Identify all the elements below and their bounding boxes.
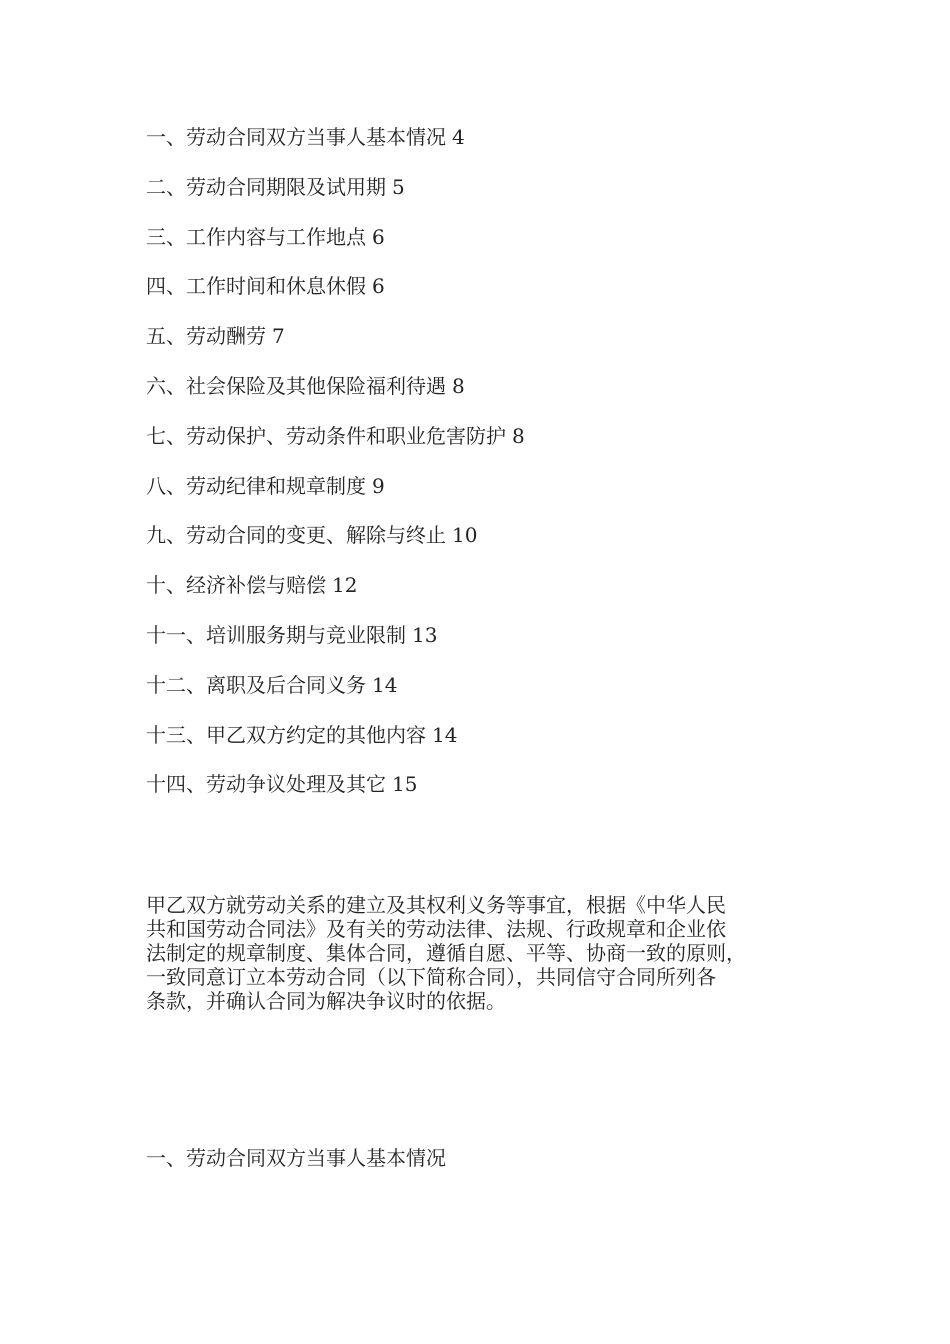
toc-item-title: 十、经济补偿与赔偿	[146, 573, 326, 598]
toc-item-title: 五、劳动酬劳	[146, 324, 266, 349]
toc-item-page: 6	[372, 274, 385, 299]
toc-item-title: 四、工作时间和休息休假	[146, 274, 366, 299]
toc-item-title: 一、劳动合同双方当事人基本情况	[146, 125, 446, 149]
toc-item-title: 八、劳动纪律和规章制度	[146, 473, 366, 498]
toc-item-title: 六、社会保险及其他保险福利待遇	[146, 373, 446, 398]
toc-item	[146, 520, 846, 570]
toc-item-page: 4	[452, 125, 465, 149]
intro-line: 一致同意订立本劳动合同（以下简称合同），共同信守合同所列各	[146, 965, 716, 989]
toc-item	[146, 172, 846, 222]
toc-item-page: 15	[392, 772, 418, 797]
toc-item	[146, 222, 846, 272]
intro-paragraph	[146, 893, 836, 1013]
toc-item-title: 十二、离职及后合同义务	[146, 672, 366, 697]
toc-item	[146, 271, 846, 321]
toc-item-title: 十一、培训服务期与竞业限制	[146, 622, 406, 647]
table-of-contents	[146, 122, 846, 819]
toc-item-page: 12	[332, 573, 358, 598]
intro-line: 甲乙双方就劳动关系的建立及其权利义务等事宜，根据《中华人民	[146, 893, 726, 917]
toc-item	[146, 769, 846, 819]
toc-item-title: 九、劳动合同的变更、解除与终止	[146, 523, 446, 548]
toc-item	[146, 421, 846, 471]
toc-item-title: 二、劳动合同期限及试用期	[146, 174, 386, 199]
toc-item-title: 十四、劳动争议处理及其它	[146, 772, 386, 797]
toc-item-page: 7	[272, 324, 285, 349]
toc-item-title: 三、工作内容与工作地点	[146, 224, 366, 249]
toc-item	[146, 122, 846, 172]
toc-item	[146, 471, 846, 521]
toc-item-page: 10	[452, 523, 478, 548]
toc-item	[146, 570, 846, 620]
toc-item-title: 十三、甲乙双方约定的其他内容	[146, 722, 426, 747]
toc-item-page: 8	[512, 423, 525, 448]
toc-item-page: 9	[372, 473, 385, 498]
toc-item	[146, 371, 846, 421]
toc-item-page: 14	[432, 722, 458, 747]
toc-item-page: 5	[392, 174, 405, 199]
toc-item	[146, 620, 846, 670]
toc-item	[146, 720, 846, 770]
intro-line: 条款，并确认合同为解决争议时的依据。	[146, 989, 506, 1013]
section-heading: 一、劳动合同双方当事人基本情况	[146, 1146, 446, 1170]
toc-item-page: 14	[372, 672, 398, 697]
intro-line: 法制定的规章制度、集体合同，遵循自愿、平等、协商一致的原则，	[146, 941, 746, 965]
toc-item	[146, 670, 846, 720]
toc-item-page: 13	[412, 622, 438, 647]
intro-line: 共和国劳动合同法》及有关的劳动法律、法规、行政规章和企业依	[146, 917, 726, 941]
toc-item-title: 七、劳动保护、劳动条件和职业危害防护	[146, 423, 506, 448]
toc-item-page: 6	[372, 224, 385, 249]
toc-item-page: 8	[452, 373, 465, 398]
toc-item	[146, 321, 846, 371]
